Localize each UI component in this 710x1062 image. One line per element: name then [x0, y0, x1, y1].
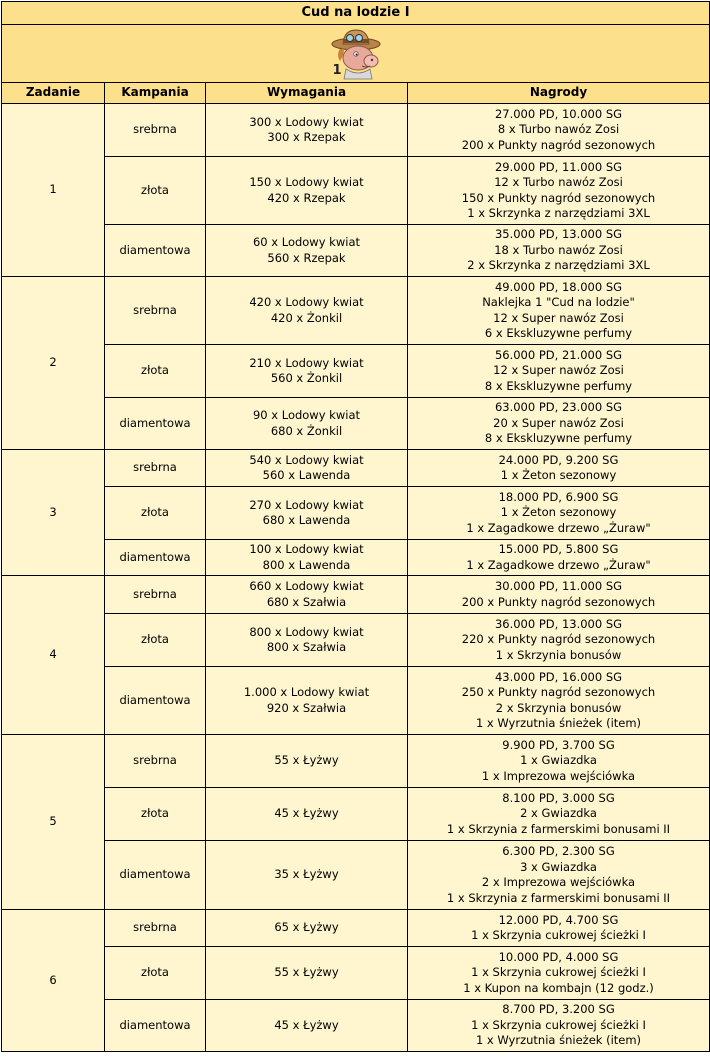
reward-line: 200 x Punkty nagród sezonowych	[461, 594, 656, 609]
reward-line: 2 x Gwiazdka	[520, 806, 597, 821]
reward-line: 15.000 PD, 5.800 SG	[498, 542, 619, 556]
requirement-line: 540 x Lodowy kwiat	[249, 452, 364, 467]
reward-line: 8 x Ekskluzywne perfumy	[484, 378, 633, 393]
reward-line: 56.000 PD, 21.000 SG	[494, 347, 623, 362]
table-row	[2, 157, 710, 225]
requirement-line: 300 x Lodowy kwiat	[249, 114, 364, 129]
requirement-line: 150 x Lodowy kwiat	[249, 175, 364, 189]
requirements-cell	[206, 576, 408, 614]
reward-line: Naklejka 1 "Cud na lodzie"	[482, 295, 635, 309]
requirements-cell	[206, 841, 408, 910]
requirement-line: 100 x Lodowy kwiat	[249, 542, 364, 556]
requirement-line: 65 x Łyżwy	[274, 920, 339, 935]
requirements-cell	[206, 1000, 408, 1052]
reward-line: 29.000 PD, 11.000 SG	[494, 159, 623, 174]
requirement-line: 800 x Szałwia	[266, 640, 347, 654]
reward-line: 36.000 PD, 13.000 SG	[494, 616, 623, 631]
reward-line: 63.000 PD, 23.000 SG	[494, 400, 623, 415]
reward-line: 24.000 PD, 9.200 SG	[498, 452, 619, 467]
reward-line: 20 x Super nawóz Zosi	[493, 415, 624, 430]
quest-series-number: 1	[332, 63, 342, 78]
table-row	[2, 614, 710, 667]
requirements-cell	[206, 947, 408, 1000]
requirement-line: 270 x Lodowy kwiat	[249, 497, 364, 512]
campaign-cell: srebrna	[105, 277, 206, 345]
requirement-line: 1.000 x Lodowy kwiat	[243, 685, 370, 699]
requirement-line: 210 x Lodowy kwiat	[249, 355, 364, 370]
table-row	[2, 841, 710, 910]
reward-line: 1 x Zagadkowe drzewo „Żuraw"	[466, 557, 651, 572]
reward-line: 18.000 PD, 6.900 SG	[498, 489, 619, 504]
rewards-cell	[408, 841, 710, 910]
requirements-cell	[206, 398, 408, 450]
reward-line: 12 x Super nawóz Zosi	[493, 363, 624, 378]
reward-line: 12 x Super nawóz Zosi	[493, 310, 624, 325]
reward-line: 49.000 PD, 18.000 SG	[494, 279, 623, 294]
reward-line: 9.900 PD, 3.700 SG	[502, 737, 615, 752]
reward-line: 8 x Turbo nawóz Zosi	[497, 122, 620, 137]
task-number: 4	[2, 576, 105, 735]
requirement-line: 560 x Rzepak	[267, 250, 346, 265]
table-row	[2, 540, 710, 576]
reward-line: 1 x Skrzynka z narzędziami 3XL	[467, 206, 650, 220]
rewards-cell	[408, 104, 710, 157]
requirements-cell	[206, 667, 408, 735]
requirement-line: 55 x Łyżwy	[274, 965, 339, 980]
campaign-cell: złota	[105, 614, 206, 667]
reward-line: 6.300 PD, 2.300 SG	[502, 844, 615, 858]
reward-line: 200 x Punkty nagród sezonowych	[461, 137, 656, 152]
requirement-line: 680 x Lawenda	[262, 513, 351, 527]
quest-table	[1, 1, 710, 1052]
reward-line: 8.100 PD, 3.000 SG	[502, 790, 615, 805]
campaign-cell: srebrna	[105, 104, 206, 157]
requirement-line: 45 x Łyżwy	[274, 1017, 339, 1032]
rewards-cell	[408, 1000, 710, 1052]
requirements-cell	[206, 345, 408, 398]
table-row	[2, 345, 710, 398]
campaign-cell: złota	[105, 157, 206, 225]
reward-line: 1 x Skrzynia z farmerskimi bonusami II	[446, 821, 671, 836]
table-row	[2, 576, 710, 614]
requirements-cell	[206, 540, 408, 576]
table-row	[2, 1000, 710, 1052]
requirement-line: 660 x Lodowy kwiat	[249, 579, 364, 593]
reward-line: 35.000 PD, 13.000 SG	[494, 227, 623, 242]
banner	[2, 25, 710, 83]
requirement-line: 420 x Rzepak	[267, 190, 346, 205]
requirement-line: 560 x Lawenda	[262, 468, 351, 482]
requirements-cell	[206, 735, 408, 788]
reward-line: 3 x Gwiazdka	[520, 859, 597, 874]
column-header-rewards: Nagrody	[408, 83, 710, 104]
table-row	[2, 947, 710, 1000]
campaign-cell: srebrna	[105, 576, 206, 614]
farmer-avatar	[326, 27, 386, 81]
requirement-line: 680 x Żonkil	[270, 423, 343, 438]
table-row	[2, 398, 710, 450]
table-row	[2, 735, 710, 788]
requirement-line: 680 x Szałwia	[266, 594, 347, 609]
reward-line: 2 x Imprezowa wejściówka	[481, 875, 636, 889]
column-header-campaign: Kampania	[105, 83, 206, 104]
reward-line: 1 x Gwiazdka	[520, 753, 597, 768]
rewards-cell	[408, 225, 710, 277]
table-row	[2, 450, 710, 487]
rewards-cell	[408, 540, 710, 576]
reward-line: 27.000 PD, 10.000 SG	[494, 106, 623, 121]
reward-line: 1 x Wyrzutnia śnieżek (item)	[475, 716, 642, 730]
requirement-line: 60 x Lodowy kwiat	[252, 235, 360, 249]
reward-line: 1 x Skrzynia cukrowej ścieżki I	[471, 928, 646, 942]
rewards-cell	[408, 735, 710, 788]
reward-line: 1 x Żeton sezonowy	[500, 468, 617, 482]
reward-line: 1 x Skrzynia bonusów	[495, 647, 622, 662]
reward-line: 1 x Zagadkowe drzewo „Żuraw"	[466, 520, 651, 535]
reward-line: 8 x Ekskluzywne perfumy	[484, 431, 633, 446]
rewards-cell	[408, 450, 710, 487]
rewards-cell	[408, 398, 710, 450]
column-header-task: Zadanie	[2, 83, 105, 104]
rewards-cell	[408, 487, 710, 540]
reward-line: 6 x Ekskluzywne perfumy	[484, 326, 633, 340]
table-row	[2, 487, 710, 540]
reward-line: 1 x Skrzynia cukrowej ścieżki I	[471, 965, 646, 980]
requirements-cell	[206, 614, 408, 667]
requirement-line: 800 x Lodowy kwiat	[249, 624, 364, 639]
campaign-cell: diamentowa	[105, 398, 206, 450]
task-number: 6	[2, 910, 105, 1052]
campaign-cell: diamentowa	[105, 225, 206, 277]
reward-line: 1 x Imprezowa wejściówka	[481, 768, 636, 783]
reward-line: 12.000 PD, 4.700 SG	[498, 912, 619, 927]
reward-line: 220 x Punkty nagród sezonowych	[461, 632, 656, 647]
reward-line: 1 x Skrzynia z farmerskimi bonusami II	[446, 890, 671, 905]
reward-line: 150 x Punkty nagród sezonowych	[461, 190, 656, 205]
requirements-cell	[206, 487, 408, 540]
campaign-cell: diamentowa	[105, 841, 206, 910]
requirement-line: 800 x Lawenda	[262, 557, 351, 572]
reward-line: 1 x Wyrzutnia śnieżek (item)	[475, 1033, 642, 1048]
requirements-cell	[206, 157, 408, 225]
reward-line: 2 x Skrzynka z narzędziami 3XL	[467, 258, 650, 273]
rewards-cell	[408, 345, 710, 398]
campaign-cell: diamentowa	[105, 1000, 206, 1052]
rewards-cell	[408, 910, 710, 947]
campaign-cell: srebrna	[105, 910, 206, 947]
table-row	[2, 104, 710, 157]
requirements-cell	[206, 104, 408, 157]
reward-line: 2 x Skrzynia bonusów	[495, 700, 622, 715]
task-number: 2	[2, 277, 105, 450]
campaign-cell: złota	[105, 947, 206, 1000]
requirements-cell	[206, 788, 408, 841]
reward-line: 1 x Kupon na kombajn (12 godz.)	[463, 980, 654, 995]
reward-line: 30.000 PD, 11.000 SG	[494, 579, 623, 593]
table-row	[2, 225, 710, 277]
requirement-line: 300 x Rzepak	[267, 130, 346, 144]
reward-line: 43.000 PD, 16.000 SG	[494, 669, 623, 684]
table-row	[2, 667, 710, 735]
requirement-line: 35 x Łyżwy	[274, 867, 339, 882]
requirement-line: 90 x Lodowy kwiat	[252, 408, 360, 422]
reward-line: 18 x Turbo nawóz Zosi	[494, 242, 623, 257]
table-row	[2, 910, 710, 947]
task-number: 5	[2, 735, 105, 910]
rewards-cell	[408, 576, 710, 614]
requirements-cell	[206, 225, 408, 277]
campaign-cell: srebrna	[105, 450, 206, 487]
requirements-cell	[206, 450, 408, 487]
rewards-cell	[408, 157, 710, 225]
requirement-line: 55 x Łyżwy	[274, 753, 339, 768]
table-title: Cud na lodzie I	[2, 2, 710, 25]
task-number: 1	[2, 104, 105, 277]
table-row	[2, 277, 710, 345]
requirements-cell	[206, 910, 408, 947]
requirement-line: 45 x Łyżwy	[274, 806, 339, 821]
campaign-cell: diamentowa	[105, 667, 206, 735]
campaign-cell: srebrna	[105, 735, 206, 788]
rewards-cell	[408, 277, 710, 345]
task-number: 3	[2, 450, 105, 576]
reward-line: 12 x Turbo nawóz Zosi	[494, 175, 623, 189]
rewards-cell	[408, 667, 710, 735]
requirements-cell	[206, 277, 408, 345]
reward-line: 8.700 PD, 3.200 SG	[502, 1002, 615, 1017]
rewards-cell	[408, 947, 710, 1000]
requirement-line: 420 x Żonkil	[270, 310, 343, 325]
campaign-cell: diamentowa	[105, 540, 206, 576]
column-header-requirements: Wymagania	[206, 83, 408, 104]
reward-line: 10.000 PD, 4.000 SG	[498, 949, 619, 964]
reward-line: 250 x Punkty nagród sezonowych	[461, 685, 656, 699]
reward-line: 1 x Skrzynia cukrowej ścieżki I	[471, 1017, 646, 1032]
table-row	[2, 788, 710, 841]
rewards-cell	[408, 614, 710, 667]
quest-table-body	[2, 104, 710, 1052]
requirement-line: 420 x Lodowy kwiat	[249, 295, 364, 309]
campaign-cell: złota	[105, 345, 206, 398]
requirement-line: 560 x Żonkil	[270, 371, 343, 385]
rewards-cell	[408, 788, 710, 841]
requirement-line: 920 x Szałwia	[266, 700, 347, 715]
campaign-cell: złota	[105, 788, 206, 841]
reward-line: 1 x Żeton sezonowy	[500, 505, 617, 520]
campaign-cell: złota	[105, 487, 206, 540]
